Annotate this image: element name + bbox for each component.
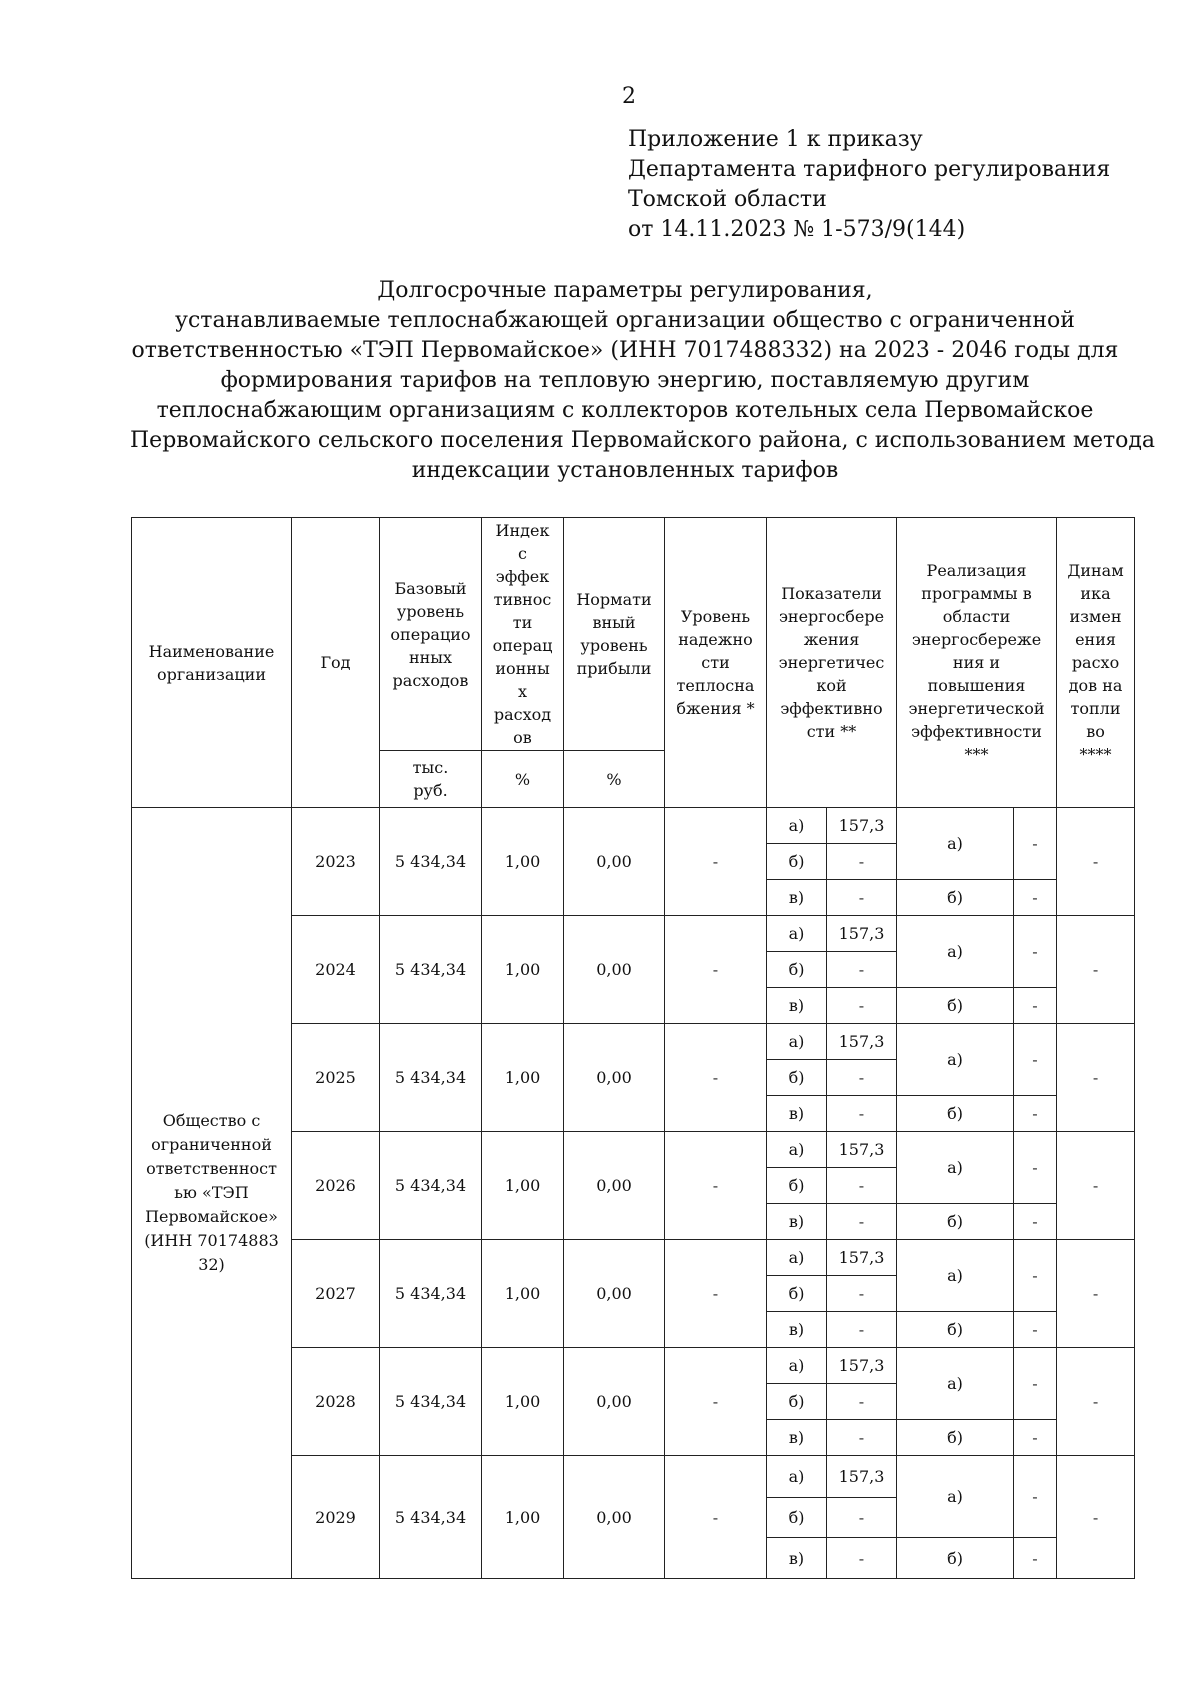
indicator-label: а)	[767, 808, 827, 844]
organization-name	[132, 808, 292, 1579]
header-efficiency-index-line: ионны	[495, 659, 550, 678]
header-program	[897, 518, 1057, 808]
indicator-value: 157,3	[827, 916, 897, 952]
base-opex-cell: 5 434,34	[380, 916, 482, 1024]
program-value: -	[1014, 988, 1057, 1024]
header-efficiency-index-line: ти	[512, 613, 533, 632]
header-organization-line: Наименование	[148, 641, 275, 661]
header-profit-line: уровень	[580, 636, 648, 655]
indicator-label: а)	[767, 1024, 827, 1060]
program-value: -	[1014, 880, 1057, 916]
header-row	[132, 518, 1135, 751]
reliability-cell: -	[665, 916, 767, 1024]
indicator-label: б)	[767, 952, 827, 988]
header-reliability-line: сти	[701, 653, 730, 672]
profit-cell: 0,00	[564, 808, 665, 916]
header-organization	[132, 518, 292, 808]
title-line: Первомайского сельского поселения Первомайского района, с использованием метода	[130, 428, 1156, 453]
reliability-cell: -	[665, 1132, 767, 1240]
base-opex-cell: 5 434,34	[380, 1132, 482, 1240]
header-energy-indicators-line: эффективно	[780, 699, 883, 718]
title-line: ответственностью «ТЭП Первомайское» (ИНН 7017488332) на 2023 - 2046 годы для	[131, 338, 1119, 363]
indicator-label: б)	[767, 1384, 827, 1420]
program-label: б)	[897, 1204, 1014, 1240]
indicator-label: а)	[767, 1456, 827, 1498]
unit-index: %	[482, 751, 564, 808]
indicator-value: -	[827, 1498, 897, 1538]
program-label: а)	[897, 808, 1014, 880]
program-value: -	[1014, 1204, 1057, 1240]
efficiency-index-cell: 1,00	[482, 1024, 564, 1132]
header-program-line: ***	[964, 745, 989, 764]
appendix-line: Томской области	[628, 187, 827, 212]
fuel-dynamics-cell: -	[1057, 916, 1135, 1024]
fuel-dynamics-cell: -	[1057, 808, 1135, 916]
program-value: -	[1014, 916, 1057, 988]
header-profit-line: вный	[592, 613, 636, 632]
header-fuel-dynamics-line: ения	[1075, 630, 1116, 649]
header-fuel-dynamics-line: ика	[1080, 584, 1111, 603]
year-cell: 2028	[292, 1348, 380, 1456]
indicator-value: -	[827, 844, 897, 880]
header-efficiency-index-line: эффек	[495, 567, 550, 586]
header-reliability-line: бжения *	[676, 699, 755, 718]
fuel-dynamics-cell: -	[1057, 1024, 1135, 1132]
program-value: -	[1014, 1420, 1057, 1456]
reliability-cell: -	[665, 1240, 767, 1348]
organization-name-line: ограниченной	[151, 1135, 272, 1154]
document-title	[130, 276, 1156, 486]
program-label: б)	[897, 1538, 1014, 1579]
indicator-label: а)	[767, 1132, 827, 1168]
indicator-label: б)	[767, 1276, 827, 1312]
title-line: формирования тарифов на тепловую энергию, поставляемую другим	[220, 368, 1030, 393]
indicator-value: -	[827, 1384, 897, 1420]
header-program-line: повышения	[927, 676, 1026, 695]
title-line: индексации установленных тарифов	[411, 458, 839, 483]
header-fuel-dynamics-line: во	[1086, 722, 1105, 741]
header-energy-indicators	[767, 518, 897, 808]
program-value: -	[1014, 1538, 1057, 1579]
indicator-label: в)	[767, 880, 827, 916]
year-cell: 2025	[292, 1024, 380, 1132]
header-reliability	[665, 518, 767, 808]
fuel-dynamics-cell: -	[1057, 1240, 1135, 1348]
organization-name-line: 32)	[198, 1255, 225, 1274]
year-cell: 2023	[292, 808, 380, 916]
header-program-line: энергосбереже	[911, 630, 1042, 649]
header-efficiency-index-line: расход	[493, 705, 552, 724]
indicator-label: в)	[767, 1204, 827, 1240]
header-fuel-dynamics	[1057, 518, 1135, 808]
profit-cell: 0,00	[564, 1132, 665, 1240]
reliability-cell: -	[665, 808, 767, 916]
profit-cell: 0,00	[564, 1024, 665, 1132]
program-value: -	[1014, 1024, 1057, 1096]
reliability-cell: -	[665, 1348, 767, 1456]
indicator-label: в)	[767, 1420, 827, 1456]
parameters-table	[131, 517, 1135, 1579]
indicator-value: -	[827, 1060, 897, 1096]
program-value: -	[1014, 1312, 1057, 1348]
header-base-opex	[380, 518, 482, 751]
indicator-value: 157,3	[827, 808, 897, 844]
indicator-label: в)	[767, 1096, 827, 1132]
efficiency-index-cell: 1,00	[482, 1132, 564, 1240]
header-fuel-dynamics-line: измен	[1069, 607, 1122, 626]
base-opex-cell: 5 434,34	[380, 1456, 482, 1579]
profit-cell: 0,00	[564, 1240, 665, 1348]
year-cell: 2024	[292, 916, 380, 1024]
year-cell: 2029	[292, 1456, 380, 1579]
indicator-value: -	[827, 1538, 897, 1579]
program-label: б)	[897, 988, 1014, 1024]
organization-name-line: Общество с	[162, 1111, 261, 1130]
header-reliability-line: теплосна	[676, 676, 755, 695]
header-program-line: программы в	[921, 584, 1032, 603]
header-fuel-dynamics-line: топли	[1070, 699, 1121, 718]
title-line: теплоснабжающим организациям с коллекторов котельных села Первомайское	[156, 398, 1094, 423]
header-year-line: Год	[320, 653, 351, 672]
organization-name-line: ответственност	[146, 1159, 277, 1178]
indicator-label: в)	[767, 988, 827, 1024]
header-fuel-dynamics-line: дов на	[1068, 676, 1123, 695]
indicator-value: -	[827, 1096, 897, 1132]
year-cell: 2027	[292, 1240, 380, 1348]
program-value: -	[1014, 1240, 1057, 1312]
indicator-label: а)	[767, 1348, 827, 1384]
header-efficiency-index-line: операц	[492, 636, 553, 655]
header-base-opex-line: уровень	[396, 601, 465, 621]
header-energy-indicators-line: кой	[816, 676, 847, 695]
indicator-label: в)	[767, 1312, 827, 1348]
header-base-opex-line: расходов	[392, 670, 469, 690]
title-line: устанавливаемые теплоснабжающей организации общество с ограниченной	[175, 308, 1075, 333]
unit-base-line: руб.	[413, 781, 448, 800]
efficiency-index-cell: 1,00	[482, 808, 564, 916]
unit-base-line: тыс.	[412, 758, 449, 777]
indicator-label: б)	[767, 844, 827, 880]
indicator-value: -	[827, 1312, 897, 1348]
header-efficiency-index-line: с	[518, 544, 527, 563]
program-value: -	[1014, 808, 1057, 880]
header-base-opex-line: Базовый	[394, 578, 467, 598]
table-row	[132, 808, 1135, 844]
base-opex-cell: 5 434,34	[380, 1024, 482, 1132]
fuel-dynamics-cell: -	[1057, 1348, 1135, 1456]
reliability-cell: -	[665, 1024, 767, 1132]
page-number: 2	[622, 84, 636, 109]
unit-profit: %	[564, 751, 665, 808]
header-fuel-dynamics-line: ****	[1079, 745, 1112, 764]
header-efficiency-index-line: Индек	[495, 521, 550, 540]
header-program-line: области	[942, 607, 1011, 626]
header-efficiency-index-line: тивнос	[493, 590, 552, 609]
indicator-value: -	[827, 1168, 897, 1204]
indicator-value: -	[827, 1204, 897, 1240]
header-program-line: ния и	[952, 653, 1001, 672]
indicator-value: 157,3	[827, 1024, 897, 1060]
efficiency-index-cell: 1,00	[482, 1240, 564, 1348]
program-value: -	[1014, 1096, 1057, 1132]
header-reliability-line: Уровень	[680, 607, 751, 626]
efficiency-index-cell: 1,00	[482, 1456, 564, 1579]
program-label: б)	[897, 1312, 1014, 1348]
header-program-line: Реализация	[926, 561, 1027, 580]
unit-base	[380, 751, 482, 808]
appendix-line: от 14.11.2023 № 1-573/9(144)	[628, 217, 966, 242]
header-profit-line: прибыли	[576, 659, 652, 678]
program-label: б)	[897, 880, 1014, 916]
base-opex-cell: 5 434,34	[380, 1348, 482, 1456]
indicator-value: 157,3	[827, 1456, 897, 1498]
base-opex-cell: 5 434,34	[380, 1240, 482, 1348]
header-year	[292, 518, 380, 808]
header-organization-line: организации	[156, 664, 266, 684]
header-efficiency-index-line: х	[517, 682, 528, 701]
indicator-value: -	[827, 880, 897, 916]
indicator-label: б)	[767, 1498, 827, 1538]
header-efficiency-index-line: ов	[513, 728, 532, 747]
program-label: а)	[897, 1132, 1014, 1204]
header-base-opex-line: нных	[408, 647, 453, 667]
indicator-value: 157,3	[827, 1132, 897, 1168]
appendix-line: Приложение 1 к приказу	[628, 127, 923, 152]
program-value: -	[1014, 1348, 1057, 1420]
header-profit	[564, 518, 665, 751]
indicator-label: а)	[767, 916, 827, 952]
profit-cell: 0,00	[564, 916, 665, 1024]
header-profit-line: Нормати	[576, 590, 652, 609]
indicator-value: -	[827, 1276, 897, 1312]
base-opex-cell: 5 434,34	[380, 808, 482, 916]
organization-name-line: (ИНН 70174883	[144, 1231, 279, 1250]
header-base-opex-line: операцио	[390, 624, 471, 644]
program-label: б)	[897, 1096, 1014, 1132]
profit-cell: 0,00	[564, 1348, 665, 1456]
fuel-dynamics-cell: -	[1057, 1456, 1135, 1579]
program-label: а)	[897, 1456, 1014, 1538]
header-fuel-dynamics-line: Динам	[1067, 561, 1124, 580]
header-efficiency-index	[482, 518, 564, 751]
indicator-label: б)	[767, 1060, 827, 1096]
header-fuel-dynamics-line: расхо	[1071, 653, 1120, 672]
indicator-value: -	[827, 1420, 897, 1456]
efficiency-index-cell: 1,00	[482, 1348, 564, 1456]
program-label: а)	[897, 916, 1014, 988]
appendix-block	[628, 125, 1110, 245]
header-energy-indicators-line: Показатели	[781, 584, 882, 603]
header-program-line: энергетической	[908, 699, 1045, 718]
header-energy-indicators-line: сти **	[806, 722, 857, 741]
program-label: а)	[897, 1348, 1014, 1420]
reliability-cell: -	[665, 1456, 767, 1579]
indicator-label: б)	[767, 1168, 827, 1204]
organization-name-line: ью «ТЭП	[174, 1183, 249, 1202]
program-label: б)	[897, 1420, 1014, 1456]
program-value: -	[1014, 1132, 1057, 1204]
header-program-line: эффективности	[911, 722, 1042, 741]
program-label: а)	[897, 1240, 1014, 1312]
efficiency-index-cell: 1,00	[482, 916, 564, 1024]
header-reliability-line: надежно	[678, 630, 753, 649]
header-energy-indicators-line: жения	[803, 630, 860, 649]
program-value: -	[1014, 1456, 1057, 1538]
indicator-value: -	[827, 988, 897, 1024]
header-energy-indicators-line: энергетичес	[778, 653, 885, 672]
appendix-line: Департамента тарифного регулирования	[628, 157, 1111, 182]
program-label: а)	[897, 1024, 1014, 1096]
indicator-value: -	[827, 952, 897, 988]
header-energy-indicators-line: энергосбере	[778, 607, 885, 626]
indicator-label: в)	[767, 1538, 827, 1579]
profit-cell: 0,00	[564, 1456, 665, 1579]
indicator-value: 157,3	[827, 1348, 897, 1384]
indicator-label: а)	[767, 1240, 827, 1276]
fuel-dynamics-cell: -	[1057, 1132, 1135, 1240]
indicator-value: 157,3	[827, 1240, 897, 1276]
organization-name-line: Первомайское»	[145, 1207, 278, 1226]
title-line: Долгосрочные параметры регулирования,	[377, 278, 873, 303]
year-cell: 2026	[292, 1132, 380, 1240]
